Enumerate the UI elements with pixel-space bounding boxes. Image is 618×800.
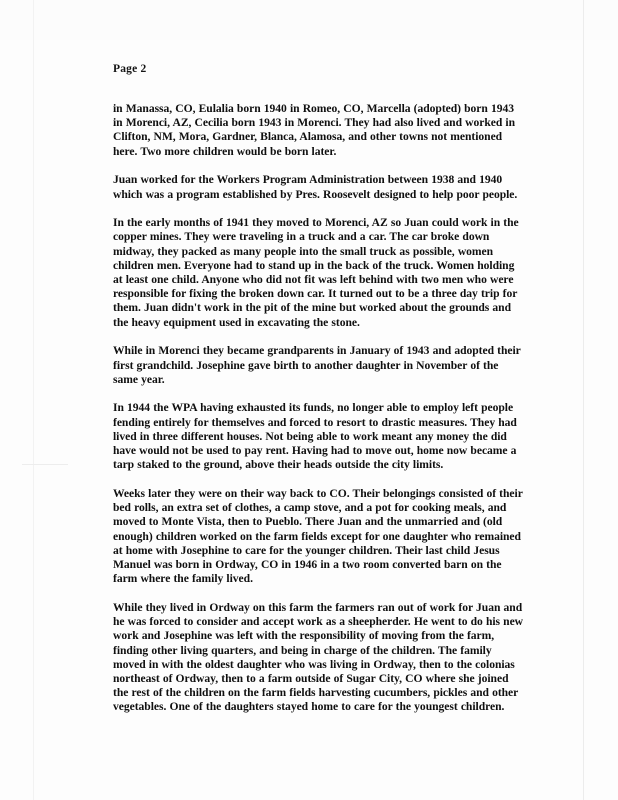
page-label: Page 2 [113, 63, 147, 75]
scan-edge-right-artifact [583, 0, 584, 800]
scan-mark-artifact [22, 464, 68, 465]
paragraph-1: in Manassa, CO, Eulalia born 1940 in Romeo, CO, Marcella (adopted) born 1943 in Morenci, AZ, Cecilia born 1943 in Morenci. They had also lived and worked in Clifton, NM, Mora, Gardner, Blanca, Alamosa, and other towns not mentioned here. Two more children would be born later. [113, 102, 516, 158]
scan-edge-left-artifact [33, 0, 34, 800]
paragraph-3: In the early months of 1941 they moved to Morenci, AZ so Juan could work in the copper mines. They were traveling in a truck and a car. The car broke down midway, they packed as many people into the small truck as possible, women children men. Everyone had to stand up in the back of the truck. Women holding at least one child. Anyone who did not fit was left behind with two men who were responsible for fixing the broken down car. It turned out to be a three day trip for them. Juan didn't work in the pit of the mine but worked about the grounds and the heavy equipment used in excavating the stone. [113, 216, 519, 329]
paragraph-2: Juan worked for the Workers Program Administration between 1938 and 1940 which was a program established by Pres. Roosevelt designed to help poor people. [113, 173, 518, 201]
scan-tint-artifact [0, 0, 618, 40]
paragraph-6: Weeks later they were on their way back to CO. Their belongings consisted of their bed rolls, an extra set of clothes, a camp stove, and a pot for cooking meals, and moved to Monte Vista, then to Pueblo. There Juan and the unmarried and (old enough) children worked on the farm fields except for one daughter who remained at home with Josephine to care for the younger children. Their last child Jesus Manuel was born in Ordway, CO in 1946 in a two room converted barn on the farm where the family lived. [113, 486, 523, 586]
document-text-body [113, 62, 523, 715]
paragraph-7: While they lived in Ordway on this farm the farmers ran out of work for Juan and he was forced to consider and accept work as a sheepherder. He went to do his new work and Josephine was left with the responsibility of moving from the farm, finding other living quarters, and being in charge of the children. The family moved in with the oldest daughter who was living in Ordway, then to the colonias northeast of Ordway, then to a farm outside of Sugar City, CO where she joined the rest of the children on the farm fields harvesting cucumbers, pickles and other vegetables. One of the daughters stayed home to care for the youngest children. [113, 600, 524, 714]
paragraph-4: While in Morenci they became grandparents in January of 1943 and adopted their first grandchild. Josephine gave birth to another daughter in November of the same year. [113, 344, 521, 386]
paragraph-5: In 1944 the WPA having exhausted its funds, no longer able to employ left people fending entirely for themselves and forced to resort to drastic measures. They had lived in three different houses. Not being able to work meant any money the did have would not be used to pay rent. Having had to move out, home now became a tarp staked to the ground, above their heads outside the city limits. [113, 401, 517, 472]
